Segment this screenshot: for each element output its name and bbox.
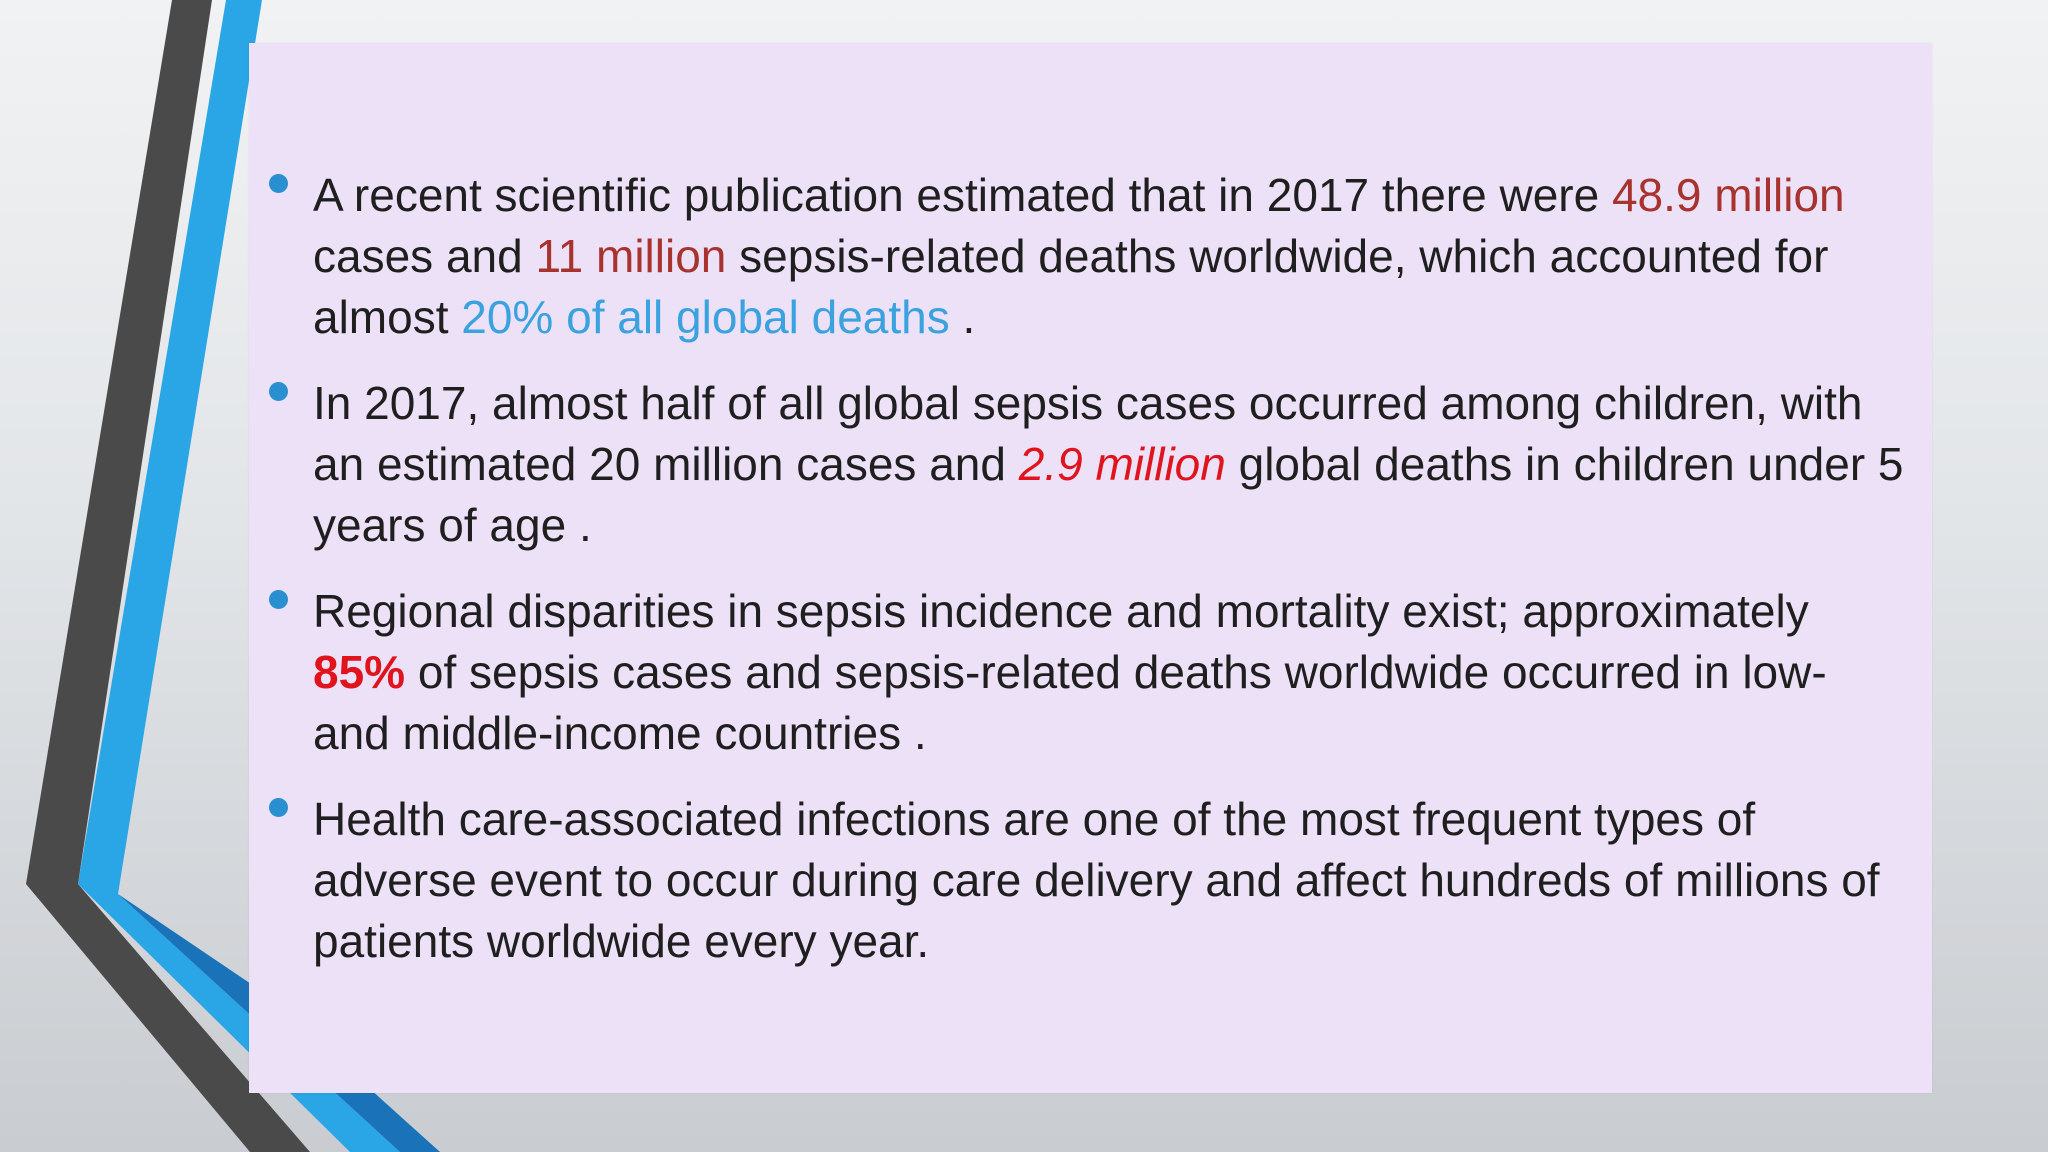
bullet-text: cases and (313, 230, 536, 282)
bullet-text: sepsis-related deaths worldwide, which accounted for almost (313, 230, 1829, 343)
bullet-text: Regional disparities in sepsis incidence and mortality exist; approximately (313, 585, 1809, 637)
content-panel (249, 43, 1932, 1093)
bullet-item (313, 789, 1913, 972)
bullet-text: A recent scientific publication estimated that in 2017 there were (313, 169, 1612, 221)
bullet-text: . (949, 291, 976, 343)
bullet-item (313, 373, 1913, 556)
bullet-text: of sepsis cases and sepsis-related deaths worldwide occurred in low- and middle-income countries . (313, 646, 1827, 759)
highlight-percentage: 85% (313, 646, 406, 698)
highlight-child-deaths: 2.9 million (1018, 438, 1226, 490)
bullet-dot-icon (269, 590, 288, 609)
bullet-dot-icon (269, 174, 288, 193)
bullet-item (313, 165, 1913, 348)
bullet-dot-icon (269, 382, 288, 401)
bullet-list (313, 165, 1913, 997)
highlight-cases: 48.9 million (1611, 169, 1845, 221)
highlight-global-deaths: 20% of all global deaths (461, 291, 950, 343)
bullet-text: In 2017, almost half of all global sepsis cases occurred among children, with an estimated 20 million cases and (313, 377, 1863, 490)
bullet-item (313, 581, 1913, 764)
bullet-text: Health care-associated infections are one of the most frequent types of adverse event to occur during care delivery and affect hundreds of millions of patients worldwide every year. (313, 793, 1880, 967)
bullet-text: global deaths in children under 5 years of age . (313, 438, 1904, 551)
bullet-dot-icon (269, 798, 288, 817)
highlight-deaths: 11 million (535, 230, 727, 282)
